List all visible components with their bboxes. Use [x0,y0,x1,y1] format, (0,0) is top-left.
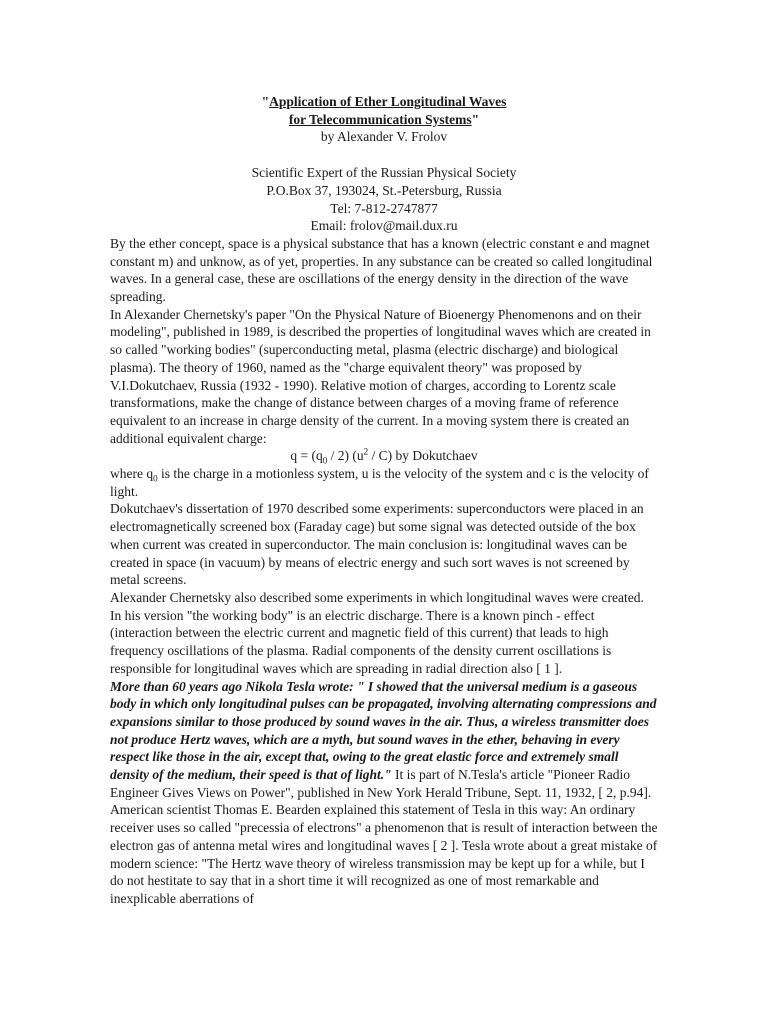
author-phone: Tel: 7-812-2747877 [330,200,438,216]
paragraph-formula-explanation: where $q_0$ is the charge in a motionless system, u is the velocity of the system and c is the velocity of light. [110,466,649,499]
paragraph-bearden: American scientist Thomas E. Bearden explained this statement of Tesla in this way: An ordinary receiver uses so called "precessia of electrons" a phenomenon that is result of interaction between the electron gas of antenna metal wires and longitudinal waves [ 2 ]. Tesla wrote about a great mistake of modern science: "The Hertz wave theory of wireless transmission may be kept up for a while, but I do not hestitate to say that in a short time it will recognized as one of most remarkable and inexplicable aberrations of [110,802,658,906]
paragraph-dokutchaev-dissertation: Dokutchaev's dissertation of 1970 described some experiments: superconductors were placed in an electromagnetically screened box (Faraday cage) but some signal was detected outside of the box when current was created in superconductor. The main conclusion is: longitudinal waves can be created in space (in vacuum) by means of electric energy and such sort waves is not screened by metal screens. [110,501,644,588]
author-email: Email: frolov@mail.dux.ru [310,218,458,234]
document-title: "Application of Ether Longitudinal Waves [261,94,507,109]
author-byline: by Alexander V. Frolov [320,129,448,145]
document-title-line2: for Telecommunication Systems" [288,111,480,127]
tesla-quote-source: It is part of N.Tesla's article "Pioneer Radio Engineer Gives Views on Power", published in New York Herald Tribune, Sept. 11, 1932, [ 2, p.94]. [110,767,652,800]
paragraph-tesla-quote [110,678,658,802]
paragraph-ether-concept: By the ether concept, space is a physical substance that has a known (electric constant e and magnet constant m) and unknow, as of yet, properties. In any substance can be created so called longitudinal waves. In a general case, these are oscillations of the energy density in the direction of the wave spreading. [110,235,653,305]
author-address: P.O.Box 37, 193024, St.-Petersburg, Russia [266,182,502,198]
document-header [110,93,658,235]
tesla-quote-text: More than 60 years ago Nikola Tesla wrote: " I showed that the universal medium is a gaseous body in which only longitudinal pulses can be propagated, involving alternating compressions and expansions similar to those produced by sound waves in the air. Thus, a wireless transmitter does not produce Hertz waves, which are a myth, but sound waves in the ether, behaving in every respect like those in the air, except that, owing to the great elastic force and extremely small density of the medium, their speed is that of light." [110,678,657,783]
formula-dokutchaev: $q = (q_0 / 2)$ $(u^2 / C)$ by Dokutchaev [290,446,478,467]
author-affiliation: Scientific Expert of the Russian Physical Society [251,165,517,181]
document-page [110,93,658,908]
paragraph-chernetsky-paper: In Alexander Chernetsky's paper "On the Physical Nature of Bioenergy Phenomenons and on their modeling", published in 1989, is described the properties of longitudinal waves which are created in so called "working bodies" (superconducting metal, plasma (electric discharge) and biological plasma). The theory of 1960, named as the "charge equivalent theory" was proposed by V.I.Dokutchaev, Russia (1932 - 1990). Relative motion of charges, according to Lorentz scale transformations, make the change of distance between charges of a moving frame of reference equivalent to an increase in charge density of the current. In a moving system there is created an additional equivalent charge: [110,306,651,446]
paragraph-chernetsky-experiments: Alexander Chernetsky also described some experiments in which longitudinal waves were created. In his version "the working body" is an electric discharge. There is a known pinch - effect (interaction between the electric current and magnetic field of this current) that leads to high frequency oscillations of the plasma. Radial components of the density current oscillations is responsible for longitudinal waves which are spreading in radial direction also [ 1 ]. [110,589,644,676]
